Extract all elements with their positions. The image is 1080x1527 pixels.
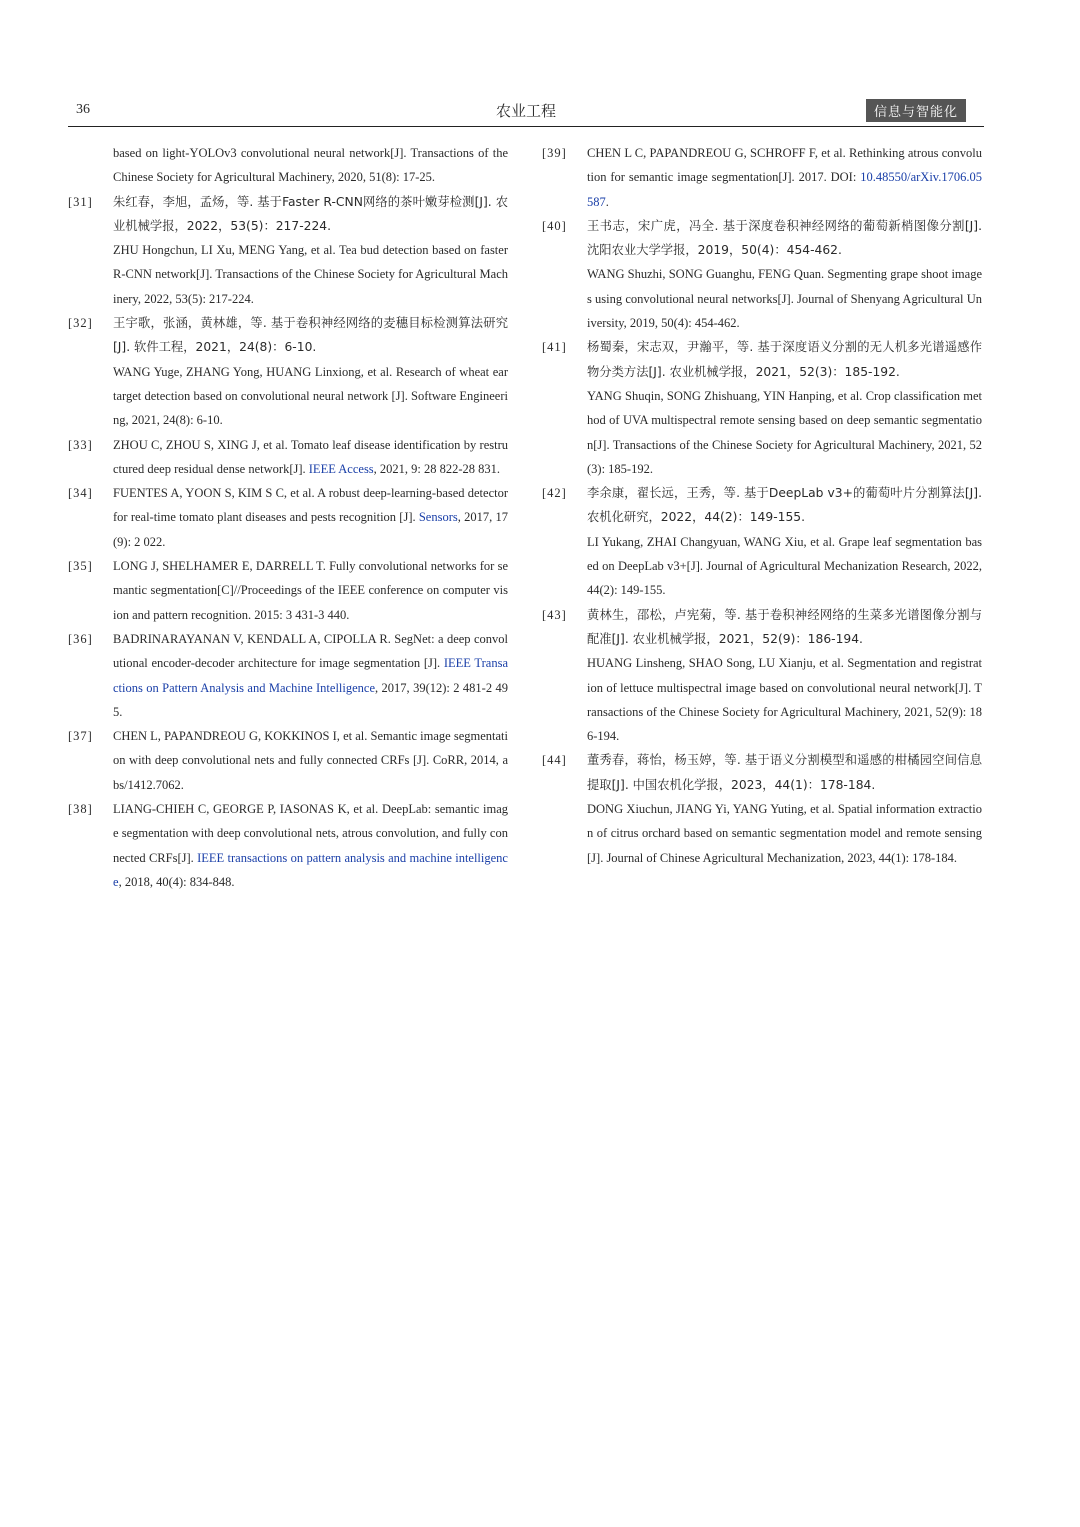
reference-number: [36]: [68, 631, 93, 646]
reference-text-english: [587, 141, 982, 214]
reference-text: 李余康，翟长远，王秀，等. 基于DeepLab v3+的葡萄叶片分割算法[J]. 农机化研究，2022，44(2)：149-155.: [587, 486, 982, 525]
reference-item: [68, 481, 508, 554]
reference-number: [32]: [68, 316, 93, 331]
reference-text: 董秀春，蒋怡，杨玉婷，等. 基于语义分割模型和遥感的柑橘园空间信息提取[J]. 中国农机化学报，2023，44(1)：178-184.: [587, 753, 982, 792]
reference-text: 朱红春，李旭，孟炀，等. 基于Faster R-CNN网络的茶叶嫩芽检测[J]. 农业机械学报，2022，53(5)：217-224.: [113, 194, 508, 233]
reference-link[interactable]: IEEE Access: [308, 461, 374, 476]
reference-text: ZHOU C, ZHOU S, XING J, et al. Tomato leaf disease identification by restructured deep residual dense network[J].: [113, 437, 508, 476]
reference-number: [35]: [68, 559, 93, 574]
reference-text: 王宇歌，张涵，黄林雄，等. 基于卷积神经网络的麦穗目标检测算法研究[J]. 软件工程，2021，24(8)：6-10.: [113, 316, 508, 355]
reference-text-english: [113, 554, 508, 627]
reference-item: [68, 724, 508, 797]
reference-item: [68, 797, 508, 894]
reference-number: [34]: [68, 486, 93, 501]
reference-number: [44]: [542, 753, 567, 768]
reference-text: CHEN L C, PAPANDREOU G, SCHROFF F, et al. Rethinking atrous convolution for semantic image segmentation[J]. 2017. DOI:: [587, 146, 982, 185]
reference-text-english: [113, 360, 508, 433]
reference-text: 杨蜀秦，宋志双，尹瀚平，等. 基于深度语义分割的无人机多光谱遥感作物分类方法[J]. 农业机械学报，2021，52(3)：185-192.: [587, 340, 982, 379]
reference-text: 黄林生，邵松，卢宪菊，等. 基于卷积神经网络的生菜多光谱图像分割与配准[J]. 农业机械学报，2021，52(9)：186-194.: [587, 607, 982, 646]
reference-text-chinese: [587, 214, 982, 263]
reference-text: YANG Shuqin, SONG Zhishuang, YIN Hanping, et al. Crop classification method of UVA multispectral remote sensing based on deep semantic segmentation[J]. Transactions of the Chinese Society for Agricultural Machinery, 2021, 52(3): 185-192.: [587, 388, 982, 476]
section-badge: 信息与智能化: [866, 99, 966, 122]
reference-item: [68, 627, 508, 724]
reference-item: [542, 748, 982, 869]
reference-number: [40]: [542, 218, 567, 233]
reference-item: [68, 311, 508, 432]
reference-text: , 2017, 39(12): 2 481-2 495.: [113, 680, 508, 719]
reference-text-chinese: [587, 603, 982, 652]
page-header: [68, 92, 984, 127]
reference-text: CHEN L, PAPANDREOU G, KOKKINOS I, et al. Semantic image segmentation with deep convolutional nets and fully connected CRFs [J]. CoRR, 2014, abs/1412.7062.: [113, 729, 508, 792]
reference-text-english: [113, 433, 508, 482]
reference-text: , 2021, 9: 28 822-28 831.: [373, 461, 501, 476]
reference-number: [42]: [542, 486, 567, 501]
reference-link[interactable]: 10.48550/arXiv.1706.05587: [587, 170, 982, 209]
reference-text-english: [113, 627, 508, 724]
reference-item: [542, 214, 982, 335]
reference-number: [31]: [68, 194, 93, 209]
reference-text-chinese: [587, 335, 982, 384]
page-number: 36: [76, 102, 90, 117]
reference-number: [37]: [68, 729, 93, 744]
reference-item: [542, 481, 982, 602]
reference-text: based on light-YOLOv3 convolutional neural network[J]. Transactions of the Chinese Society for Agricultural Machinery, 2020, 51(8): 17-25.: [113, 146, 508, 185]
reference-text-english: [113, 141, 508, 190]
reference-number: [38]: [68, 802, 93, 817]
reference-link[interactable]: Sensors: [418, 510, 458, 525]
journal-title: 农业工程: [495, 102, 556, 120]
reference-number: [33]: [68, 437, 93, 452]
reference-item: [68, 554, 508, 627]
reference-text: , 2018, 40(4): 834-848.: [118, 874, 235, 889]
reference-number: [39]: [542, 146, 567, 160]
reference-text-english: [113, 238, 508, 311]
reference-text: DONG Xiuchun, JIANG Yi, YANG Yuting, et al. Spatial information extraction of citrus orchard based on semantic segmentation model and remote sensing[J]. Journal of Chinese Agricultural Mechanization, 2023, 44(1): 178-184.: [587, 802, 982, 865]
reference-text-chinese: [113, 311, 508, 360]
reference-text: HUANG Linsheng, SHAO Song, LU Xianju, et al. Segmentation and registration of lettuce multispectral image based on convolutional neural network[J]. Transactions of the Chinese Society for Agricultural Machinery, 2021, 52(9): 186-194.: [587, 656, 982, 744]
reference-text: LIANG-CHIEH C, GEORGE P, IASONAS K, et al. DeepLab: semantic image segmentation with deep convolutional nets, atrous convolution, and fully connected CRFs[J].: [113, 802, 508, 865]
reference-text: LONG J, SHELHAMER E, DARRELL T. Fully convolutional networks for semantic segmentation[C]//Proceedings of the IEEE conference on computer vision and pattern recognition. 2015: 3 431-3 440.: [113, 559, 508, 622]
reference-item: [542, 603, 982, 749]
reference-number: [43]: [542, 607, 567, 622]
reference-item: [68, 433, 508, 482]
reference-text: WANG Shuzhi, SONG Guanghu, FENG Quan. Segmenting grape shoot images using convolutional neural networks[J]. Journal of Shenyang Agricultural University, 2019, 50(4): 454-462.: [587, 267, 982, 331]
reference-text-english: [113, 797, 508, 894]
reference-text: , 2017, 17(9): 2 022.: [113, 510, 509, 549]
reference-column-right: [542, 141, 982, 870]
reference-text: WANG Yuge, ZHANG Yong, HUANG Linxiong, et al. Research of wheat ear target detection based on convolutional neural network [J]. Software Engineering, 2021, 24(8): 6-10.: [113, 364, 508, 428]
reference-item: [542, 141, 982, 214]
reference-text-chinese: [587, 481, 982, 530]
reference-text-english: [587, 651, 982, 748]
reference-text: .: [605, 194, 609, 209]
reference-text: BADRINARAYANAN V, KENDALL A, CIPOLLA R. SegNet: a deep convolutional encoder-decoder architecture for image segmentation [J].: [113, 631, 508, 671]
reference-item: [68, 190, 508, 311]
reference-number: [41]: [542, 340, 567, 355]
reference-text-english: [587, 384, 982, 481]
reference-text-english: [587, 262, 982, 335]
reference-link[interactable]: IEEE Transactions on Pattern Analysis and Machine Intelligence: [113, 656, 508, 695]
reference-text-chinese: [587, 748, 982, 797]
reference-link[interactable]: IEEE transactions on pattern analysis and machine intelligence: [113, 850, 508, 889]
reference-text-chinese: [113, 190, 508, 239]
reference-text-english: [587, 530, 982, 603]
reference-text: LI Yukang, ZHAI Changyuan, WANG Xiu, et al. Grape leaf segmentation based on DeepLab v3+[J]. Journal of Agricultural Mechanization Research, 2022, 44(2): 149-155.: [587, 534, 982, 598]
reference-item: [542, 335, 982, 481]
reference-text-english: [113, 724, 508, 797]
reference-column-left: [68, 141, 508, 894]
reference-text-english: [113, 481, 508, 554]
reference-text: FUENTES A, YOON S, KIM S C, et al. A robust deep-learning-based detector for real-time tomato plant diseases and pests recognition [J].: [113, 486, 508, 525]
reference-item: [68, 141, 508, 190]
reference-text: 王书志，宋广虎，冯全. 基于深度卷积神经网络的葡萄新梢图像分割[J]. 沈阳农业大学学报，2019，50(4)：454-462.: [587, 218, 982, 258]
reference-text-english: [587, 797, 982, 870]
reference-text: ZHU Hongchun, LI Xu, MENG Yang, et al. Tea bud detection based on faster R-CNN network[J]. Transactions of the Chinese Society for Agricultural Machinery, 2022, 53(5): 217-224.: [113, 243, 508, 306]
